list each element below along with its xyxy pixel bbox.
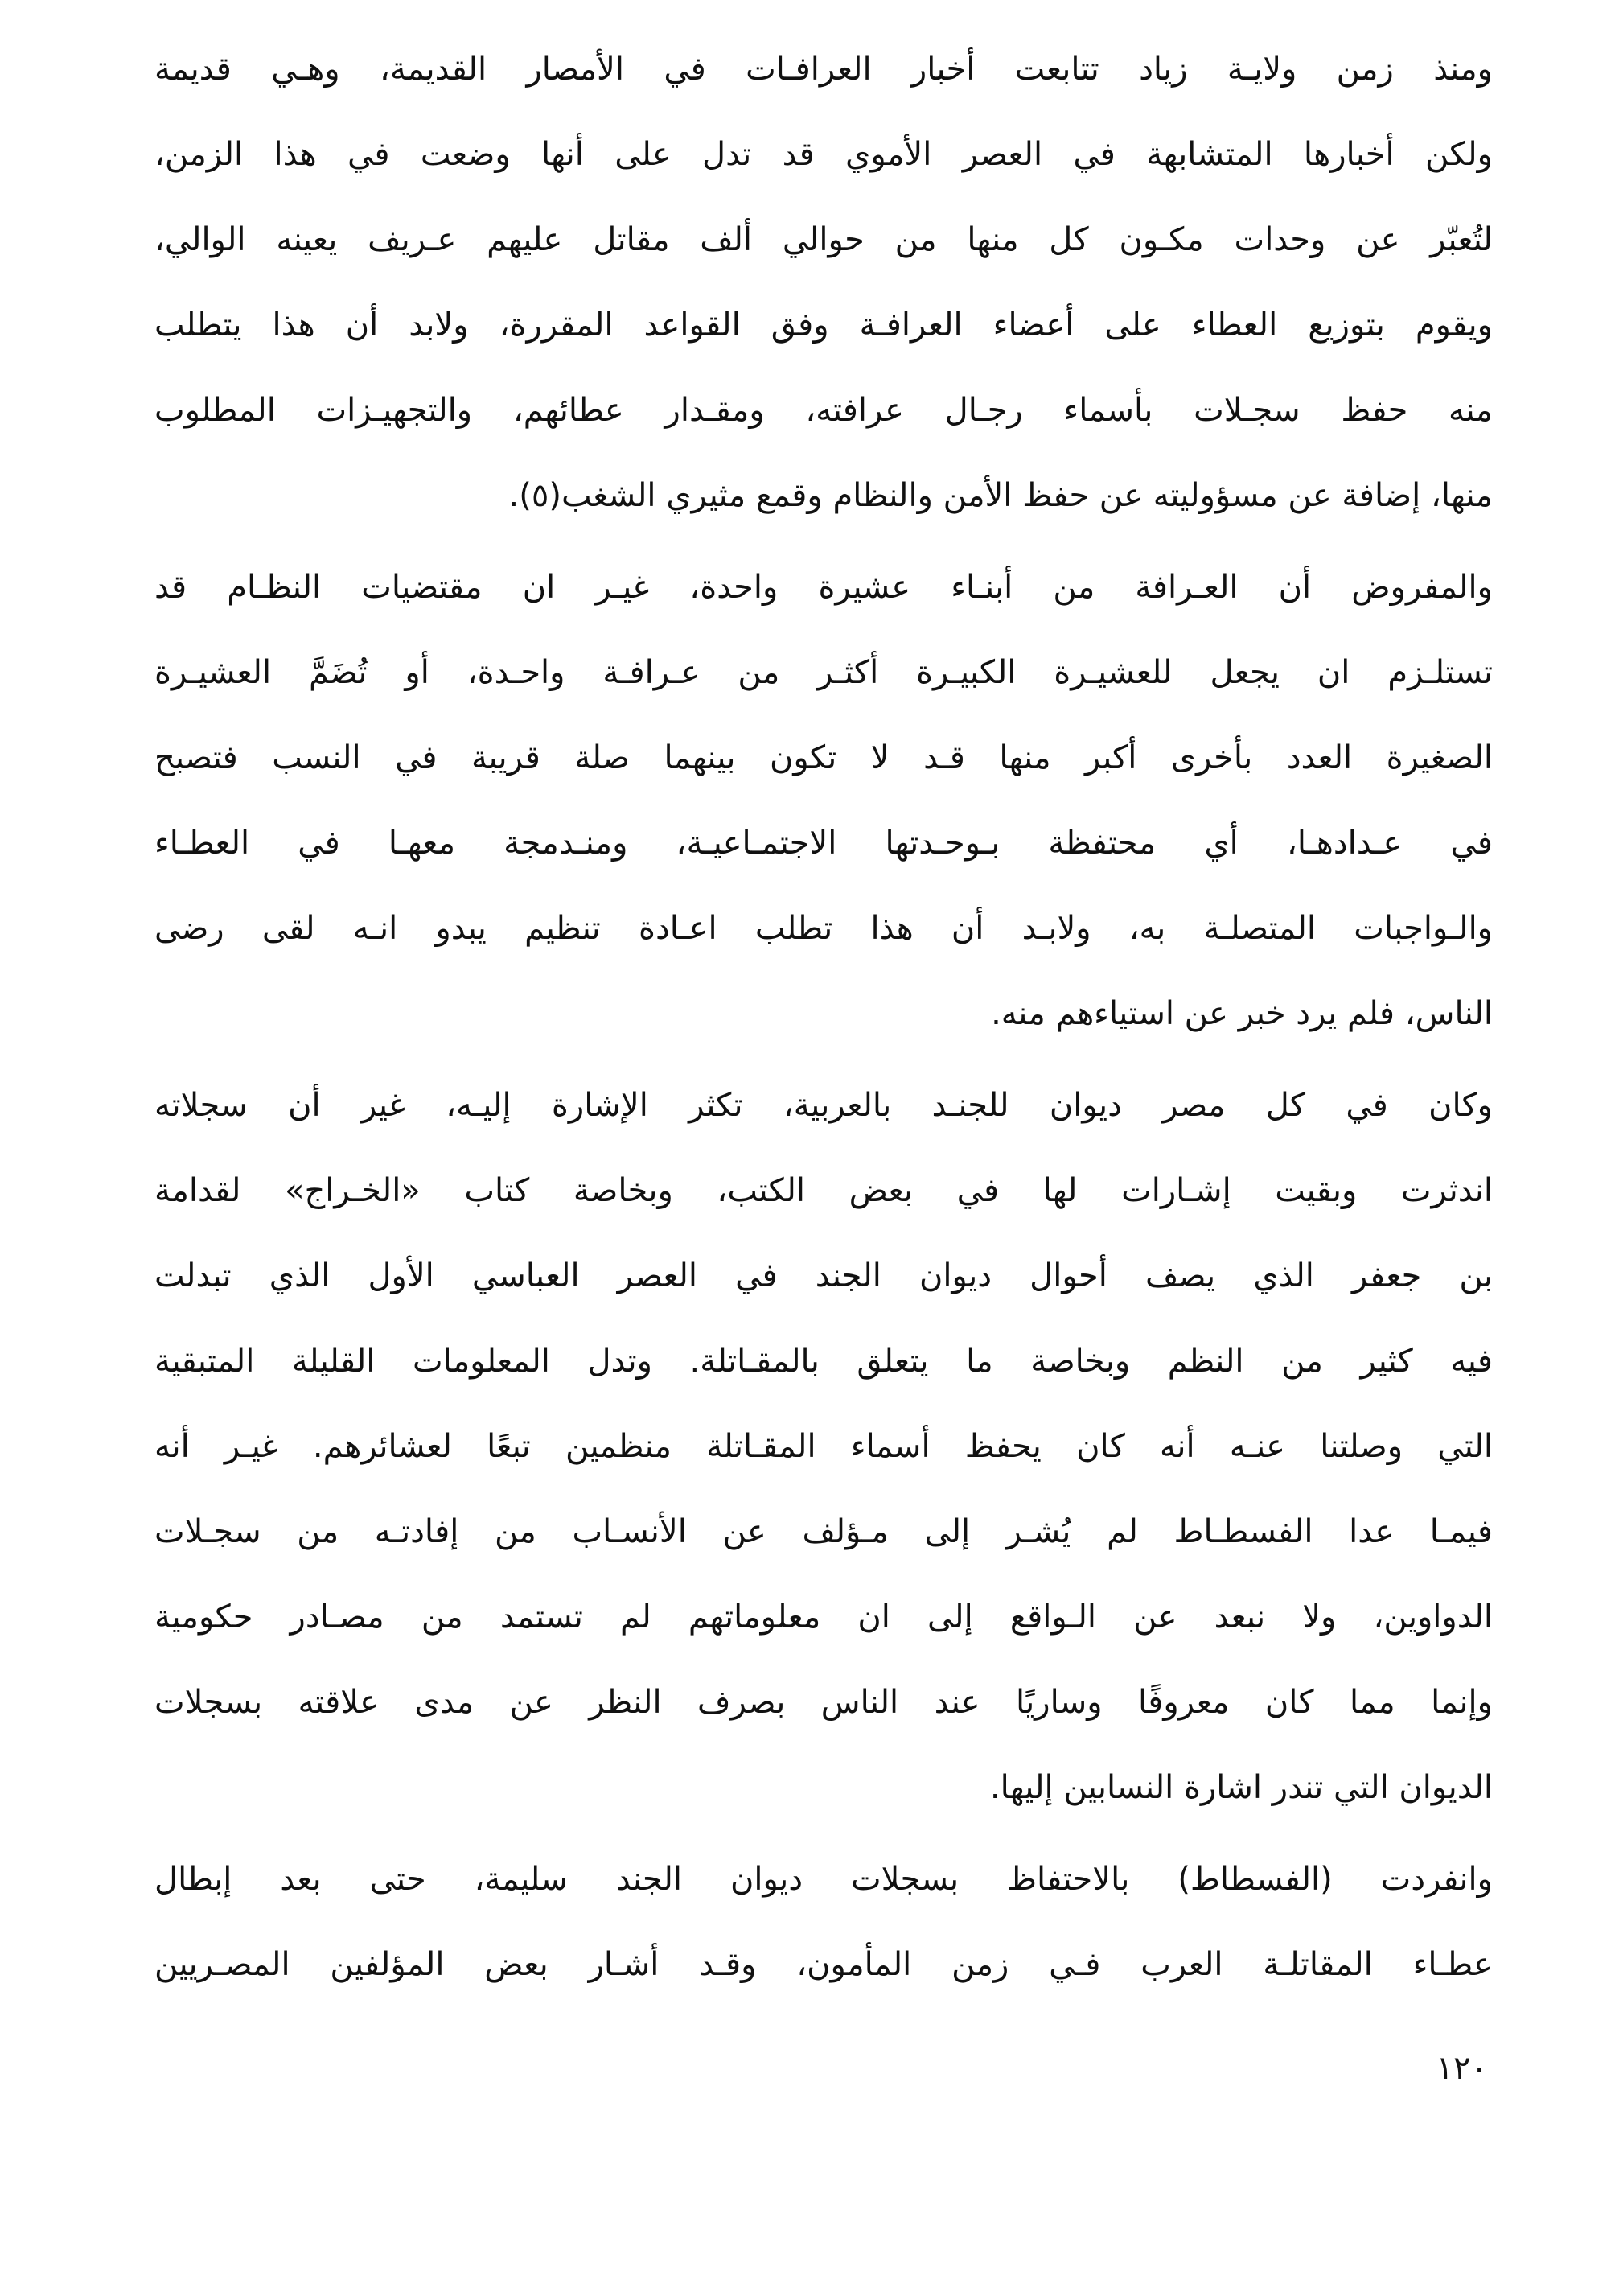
text-line: والـواجبات المتصلـة به، ولابـد أن هذا تطلب اعـادة تنظيم يبدو انـه لقى رضى: [154, 910, 1493, 947]
text-line: ويقوم بتوزيع العطاء على أعضاء العرافـة وفق القواعد المقررة، ولابد أن هذا يتطلب: [154, 307, 1493, 344]
text-line: منه حفظ سجـلات بأسماء رجـال عرافته، ومقـدار عطائهم، والتجهيـزات المطلوب: [154, 392, 1493, 429]
paragraph-3: [154, 1063, 1493, 1830]
text-line: اندثرت وبقيت إشـارات لها في بعض الكتب، وبخاصة كتاب «الخـراج» لقدامة: [154, 1172, 1493, 1209]
text-line: وانفردت (الفسطاط) بالاحتفاظ بسجلات ديوان الجند سليمة، حتى بعد إبطال: [154, 1861, 1493, 1898]
text-line: ولكن أخبارها المتشابهة في العصر الأموي قد تدل على أنها وضعت في هذا الزمن،: [154, 136, 1493, 173]
text-line: الدواوين، ولا نبعد عن الـواقع إلى ان معلوماتهم لم تستمد من مصـادر حكومية: [154, 1599, 1493, 1636]
page-number: ١٢٠: [1436, 2050, 1488, 2087]
text-line: الناس، فلم يرد خبر عن استياءهم منه.: [991, 995, 1493, 1032]
text-line: الصغيرة العدد بأخرى أكبر منها قـد لا تكون بينهما صلة قريبة في النسب فتصبح: [154, 739, 1493, 776]
text-line: وكان في كل مصر ديوان للجنـد بالعربية، تكثر الإشارة إليـه، غير أن سجلاته: [154, 1087, 1493, 1124]
page-body: [154, 27, 1493, 2014]
text-line: عطـاء المقاتلـة العرب فـي زمن المأمون، وقـد أشـار بعض المؤلفين المصـريين: [154, 1946, 1493, 1983]
text-line: وإنما مما كان معروفًا وساريًا عند الناس بصرف النظر عن مدى علاقته بسجلات: [154, 1684, 1493, 1721]
text-line: التي وصلتنا عنـه أنه كان يحفظ أسماء المقـاتلة منظمين تبعًا لعشائرهم. غيـر أنه: [154, 1428, 1493, 1465]
paragraph-2: [154, 545, 1493, 1056]
text-line: الديوان التي تندر اشارة النسابين إليها.: [989, 1769, 1493, 1806]
text-line: بن جعفر الذي يصف أحوال ديوان الجند في العصر العباسي الأول الذي تبدلت: [154, 1257, 1493, 1294]
text-line: لتُعبّر عن وحدات مكـون كل منها من حوالي ألف مقاتل عليهم عـريف يعينه الوالي،: [154, 221, 1493, 258]
text-line: تستلـزم ان يجعل للعشيـرة الكبيـرة أكثـر من عـرافـة واحـدة، أو تُضَمَّ العشيـرة: [154, 654, 1493, 691]
text-line: والمفروض أن العـرافة من أبنـاء عشيرة واحدة، غيـر ان مقتضيات النظـام قد: [154, 569, 1493, 606]
text-line: فيه كثير من النظم وبخاصة ما يتعلق بالمقـاتلة. وتدل المعلومات القليلة المتبقية: [154, 1343, 1493, 1380]
paragraph-4: [154, 1837, 1493, 2007]
text-line: ومنذ زمن ولايـة زياد تتابعت أخبار العرافـات في الأمصار القديمة، وهـي قديمة: [154, 51, 1493, 88]
text-line: في عـدادهـا، أي محتفظة بـوحـدتها الاجتمـاعيـة، ومنـدمجة معهـا في العطـاء: [154, 825, 1493, 862]
text-line: منها، إضافة عن مسؤوليته عن حفظ الأمن والنظام وقمع مثيري الشغب(٥).: [508, 477, 1493, 514]
text-line: فيمـا عدا الفسطـاط لم يُشـر إلى مـؤلف عن الأنسـاب من إفادتـه من سجـلات: [154, 1513, 1493, 1550]
paragraph-1: [154, 27, 1493, 538]
